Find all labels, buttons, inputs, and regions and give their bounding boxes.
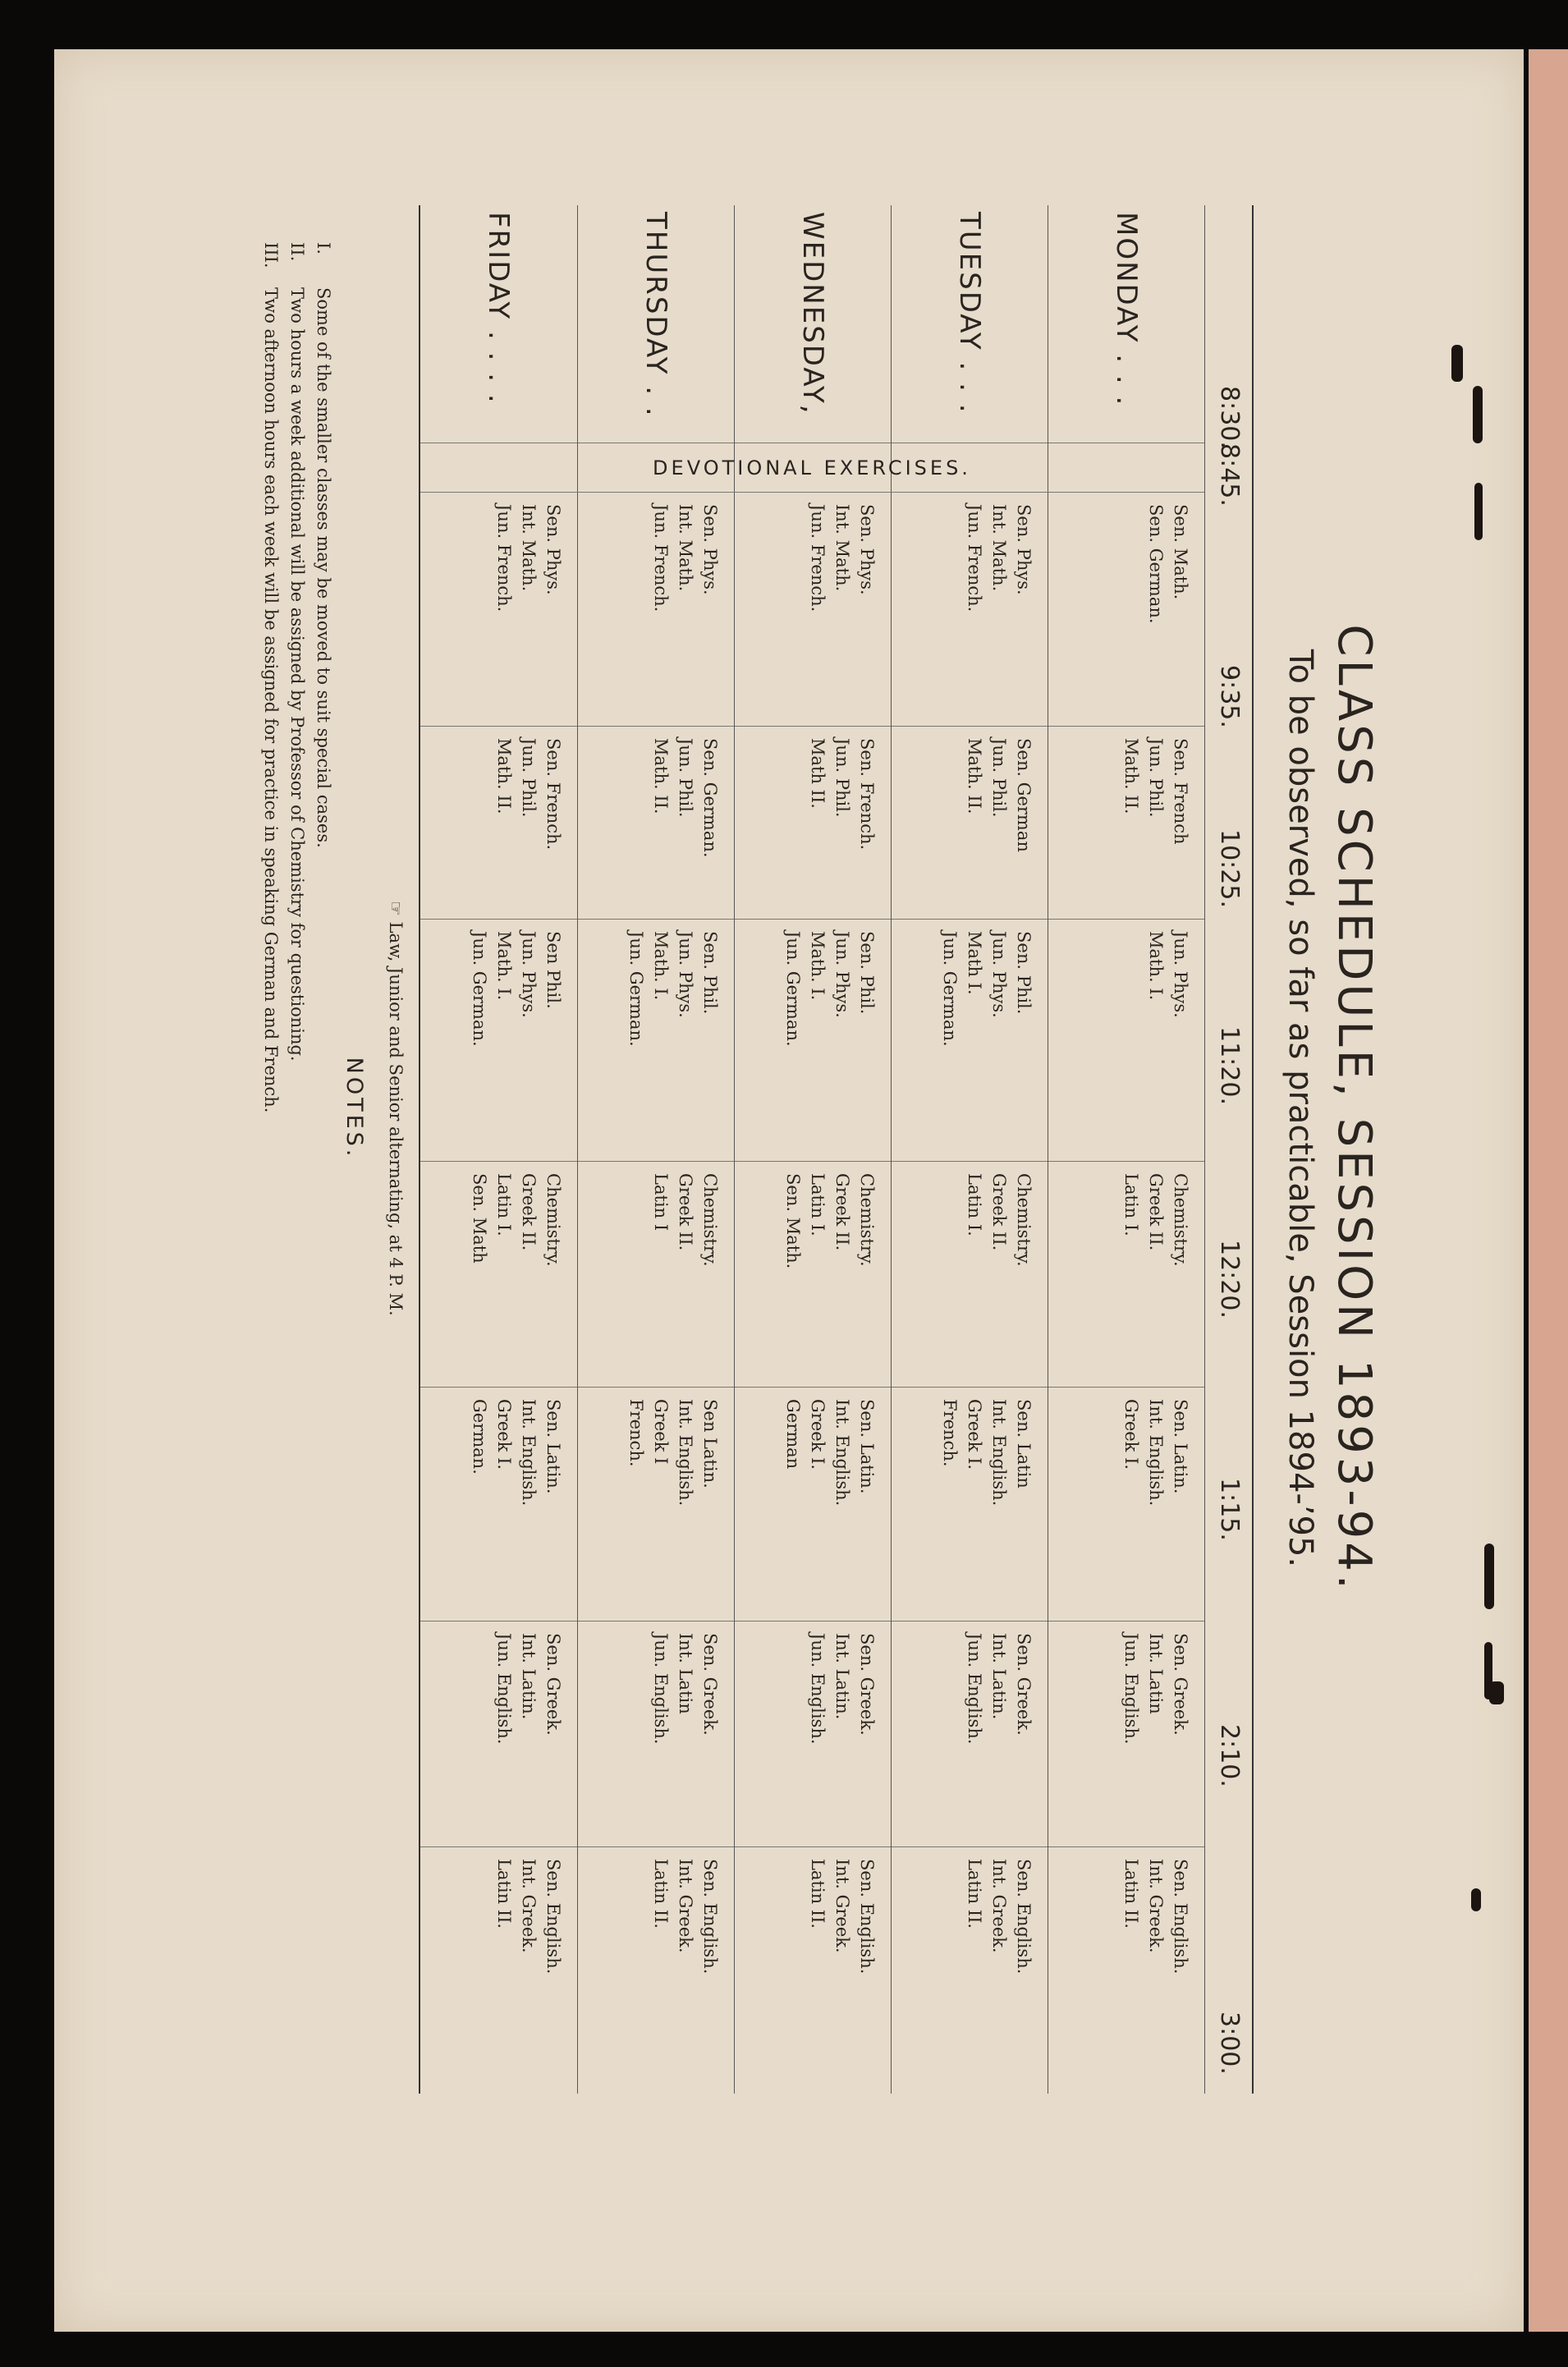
note-item <box>310 242 337 2048</box>
class-entry: Greek I. <box>808 1399 828 1470</box>
class-entry: Sen. Latin <box>1014 1399 1034 1489</box>
class-entry: Math. I. <box>651 931 671 1001</box>
time-header: 9:35. <box>1215 665 1244 728</box>
class-entry: Jun. French. <box>808 504 828 612</box>
schedule-cell <box>1048 1622 1204 1847</box>
schedule-sheet <box>261 99 1397 2118</box>
time-header: 1:15. <box>1215 1478 1244 1541</box>
schedule-cell <box>420 1622 577 1847</box>
schedule-cell <box>892 1162 1048 1388</box>
devotional-column <box>420 443 1204 493</box>
class-entry: Jun. English. <box>494 1633 514 1745</box>
schedule-cell <box>735 727 891 920</box>
class-entry: Jun. Phil. <box>989 738 1009 818</box>
class-entry: Jun. German. <box>470 931 489 1047</box>
class-entry: Latin II. <box>965 1859 984 1929</box>
class-entry: Greek II. <box>1146 1173 1166 1251</box>
class-entry: Latin I. <box>1121 1173 1141 1236</box>
class-entry: Sen. Greek. <box>700 1633 720 1736</box>
class-entry: Jun. English. <box>651 1633 671 1745</box>
class-entry: Sen. French. <box>857 738 877 851</box>
class-entry: Jun. Phys. <box>1171 931 1190 1018</box>
class-entry: Greek I. <box>494 1399 514 1470</box>
class-entry: French. <box>626 1399 646 1467</box>
schedule-cell <box>1048 1847 1204 2094</box>
time-header-row <box>1204 205 1252 2094</box>
schedule-cell <box>892 1622 1048 1847</box>
class-entry: Sen. Phys. <box>857 504 877 595</box>
schedule-cell <box>420 1162 577 1388</box>
class-entry: Sen. English. <box>1171 1859 1190 1975</box>
note-item <box>258 242 284 2048</box>
class-entry: Sen. German <box>1014 738 1034 852</box>
class-entry: Greek II. <box>519 1173 539 1251</box>
schedule-cell <box>892 1847 1048 2094</box>
time-header: 8:30. <box>1215 386 1244 449</box>
class-entry: Math. I. <box>808 931 828 1001</box>
note-number: II. <box>287 242 307 262</box>
class-entry: Jun. Phys. <box>519 931 539 1018</box>
class-entry: Sen. Math <box>470 1173 489 1264</box>
class-entry: Int. Math. <box>676 504 695 592</box>
class-entry: Sen. French <box>1171 738 1190 845</box>
class-entry: Sen. English. <box>1014 1859 1034 1975</box>
class-entry: Int. Latin. <box>519 1633 539 1720</box>
schedule-cell <box>578 1847 734 2094</box>
schedule-cell <box>420 920 577 1162</box>
class-entry: German. <box>470 1399 489 1475</box>
class-entry: Sen. Phys. <box>700 504 720 595</box>
schedule-cell <box>1048 1388 1204 1622</box>
class-entry: Int. Latin. <box>989 1633 1009 1720</box>
page-title: CLASS SCHEDULE, SESSION 1893-94. <box>1327 624 1381 1593</box>
class-entry: Jun. French. <box>965 504 984 612</box>
class-entry: Sen. Phil. <box>857 931 877 1015</box>
class-entry: Jun. Phil. <box>1146 738 1166 818</box>
class-entry: Jun. German. <box>940 931 960 1047</box>
class-entry: Int. Greek. <box>1146 1859 1166 1953</box>
schedule-cell <box>578 1162 734 1388</box>
schedule-cell <box>892 1388 1048 1622</box>
schedule-cell <box>578 493 734 727</box>
schedule-cell <box>420 1847 577 2094</box>
class-entry: German <box>783 1399 803 1470</box>
class-entry: Int. Math. <box>832 504 852 592</box>
schedule-cell <box>892 920 1048 1162</box>
class-entry: Jun. English. <box>1121 1633 1141 1745</box>
class-entry: Greek I <box>651 1399 671 1465</box>
class-entry: Chemistry. <box>1014 1173 1034 1267</box>
class-entry: Jun. French. <box>494 504 514 612</box>
class-entry: Jun. German. <box>783 931 803 1047</box>
class-entry: Int. English. <box>989 1399 1009 1507</box>
note-number: I. <box>314 242 333 255</box>
class-entry: Int. English. <box>1146 1399 1166 1507</box>
class-entry: Jun. Phys. <box>989 931 1009 1018</box>
class-entry: Int. Latin <box>676 1633 695 1714</box>
schedule-cell <box>578 920 734 1162</box>
notes-heading: NOTES. <box>342 1057 367 1160</box>
class-entry: Sen. Greek. <box>1171 1633 1190 1736</box>
class-entry: Math. II. <box>651 738 671 814</box>
class-entry: Math II. <box>808 738 828 809</box>
note-number: III. <box>261 242 281 268</box>
note-text: Some of the smaller classes may be moved to suit special cases. <box>314 287 333 848</box>
class-entry: Sen. English. <box>857 1859 877 1975</box>
class-entry: Int. Greek. <box>832 1859 852 1953</box>
time-header: 12:20. <box>1215 1240 1244 1319</box>
class-entry: French. <box>940 1399 960 1467</box>
class-entry: Latin II. <box>494 1859 514 1929</box>
class-entry: Chemistry. <box>543 1173 563 1267</box>
schedule-cell <box>735 1162 891 1388</box>
class-entry: Int. Greek. <box>519 1859 539 1953</box>
class-entry: Sen. Latin. <box>543 1399 563 1494</box>
class-entry: Sen. Greek. <box>543 1633 563 1736</box>
class-entry: Math. I. <box>1146 931 1166 1001</box>
class-entry: Sen Phil. <box>543 931 563 1009</box>
day-label: THURSDAY . . <box>578 205 734 443</box>
class-entry: Math. II. <box>494 738 514 814</box>
schedule-cell <box>420 727 577 920</box>
day-label: TUESDAY . . . <box>892 205 1048 443</box>
class-entry: Math. II. <box>1121 738 1141 814</box>
class-entry: Int. Greek. <box>989 1859 1009 1953</box>
schedule-cell <box>1048 727 1204 920</box>
schedule-cell <box>735 1847 891 2094</box>
class-entry: Int. English. <box>832 1399 852 1507</box>
class-entry: Sen. Phys. <box>1014 504 1034 595</box>
schedule-cell <box>735 920 891 1162</box>
class-entry: Sen. Latin. <box>857 1399 877 1494</box>
devotional-label: DEVOTIONAL EXERCISES. <box>653 456 972 479</box>
class-entry: Greek I. <box>965 1399 984 1470</box>
day-label: WEDNESDAY, <box>735 205 891 443</box>
class-entry: Jun. Phys. <box>832 931 852 1018</box>
class-entry: Sen. Phys. <box>543 504 563 595</box>
schedule-cell <box>1048 1162 1204 1388</box>
class-entry: Sen. Math. <box>1171 504 1190 600</box>
class-entry: Sen. German. <box>700 738 720 858</box>
schedule-cell <box>892 493 1048 727</box>
class-entry: Int. Math. <box>989 504 1009 592</box>
schedule-cell <box>1048 920 1204 1162</box>
class-entry: Latin II. <box>1121 1859 1141 1929</box>
class-entry: Greek II. <box>832 1173 852 1251</box>
class-entry: Sen. Greek. <box>857 1633 877 1736</box>
class-entry: Jun. Phys. <box>676 931 695 1018</box>
class-entry: Jun. Phil. <box>832 738 852 818</box>
class-entry: Sen. Phil. <box>1014 931 1034 1015</box>
class-entry: Jun. English. <box>965 1633 984 1745</box>
schedule-cell <box>578 1622 734 1847</box>
class-entry: Math I. <box>965 931 984 995</box>
class-entry: Sen. English. <box>543 1859 563 1975</box>
note-text: Two hours a week additional will be assigned by Professor of Chemistry for questioning. <box>287 287 307 1062</box>
class-entry: Sen. Phil. <box>700 931 720 1015</box>
notes-list <box>258 242 337 2048</box>
class-entry: Chemistry. <box>857 1173 877 1267</box>
schedule-table <box>419 205 1254 2094</box>
class-entry: Latin I. <box>965 1173 984 1236</box>
note-text: Two afternoon hours each week will be assigned for practice in speaking German and French. <box>261 287 281 1113</box>
page-subtitle: To be observed, so far as practicable, Session 1894-’95. <box>1281 649 1319 1568</box>
class-entry: Math. I. <box>494 931 514 1001</box>
class-entry: Jun. German. <box>626 931 646 1047</box>
time-header: 3:00. <box>1215 2011 1244 2075</box>
class-entry: Int. Latin <box>1146 1633 1166 1714</box>
class-entry: Math. II. <box>965 738 984 814</box>
schedule-cell <box>892 727 1048 920</box>
class-entry: Jun. Phil. <box>676 738 695 818</box>
class-entry: Greek II. <box>676 1173 695 1251</box>
class-entry: Greek I. <box>1121 1399 1141 1470</box>
class-entry: Greek II. <box>989 1173 1009 1251</box>
schedule-cell <box>420 493 577 727</box>
day-label: FRIDAY . . . . <box>420 205 577 443</box>
class-entry: Latin II. <box>651 1859 671 1929</box>
class-entry: Latin I. <box>808 1173 828 1236</box>
class-entry: Jun. English. <box>808 1633 828 1745</box>
class-entry: Sen. Math. <box>783 1173 803 1269</box>
time-header: 8:45. <box>1215 443 1244 507</box>
class-entry: Int. English. <box>519 1399 539 1507</box>
law-note: ☞ Law, Junior and Senior alternating, at 4 P. M. <box>386 901 406 1316</box>
class-entry: Jun. French. <box>651 504 671 612</box>
class-entry: Sen. Latin. <box>1171 1399 1190 1494</box>
day-label: MONDAY . . . <box>1048 205 1204 443</box>
time-header: 2:10. <box>1215 1724 1244 1787</box>
schedule-cell <box>735 1622 891 1847</box>
class-entry: Jun. Phil. <box>519 738 539 818</box>
class-entry: Int. Greek. <box>676 1859 695 1953</box>
class-entry: Chemistry. <box>1171 1173 1190 1267</box>
class-entry: Latin II. <box>808 1859 828 1929</box>
class-entry: Sen. German. <box>1146 504 1166 624</box>
class-entry: Sen. Greek. <box>1014 1633 1034 1736</box>
time-header: 11:20. <box>1215 1026 1244 1105</box>
schedule-cell <box>1048 493 1204 727</box>
class-entry: Int. Math. <box>519 504 539 592</box>
class-entry: Sen. French. <box>543 738 563 851</box>
time-header: 10:25. <box>1215 829 1244 908</box>
schedule-cell <box>578 727 734 920</box>
class-entry: Int. Latin. <box>832 1633 852 1720</box>
class-entry: Latin I <box>651 1173 671 1232</box>
class-entry: Latin I. <box>494 1173 514 1236</box>
page-edge <box>1529 49 1568 2332</box>
class-entry: Int. English. <box>676 1399 695 1507</box>
schedule-cell <box>420 1388 577 1622</box>
schedule-cell <box>735 493 891 727</box>
class-entry: Chemistry. <box>700 1173 720 1267</box>
schedule-cell <box>735 1388 891 1622</box>
schedule-cell <box>578 1388 734 1622</box>
class-entry: Sen. English. <box>700 1859 720 1975</box>
class-entry: Sen Latin. <box>700 1399 720 1489</box>
note-item <box>284 242 310 2048</box>
